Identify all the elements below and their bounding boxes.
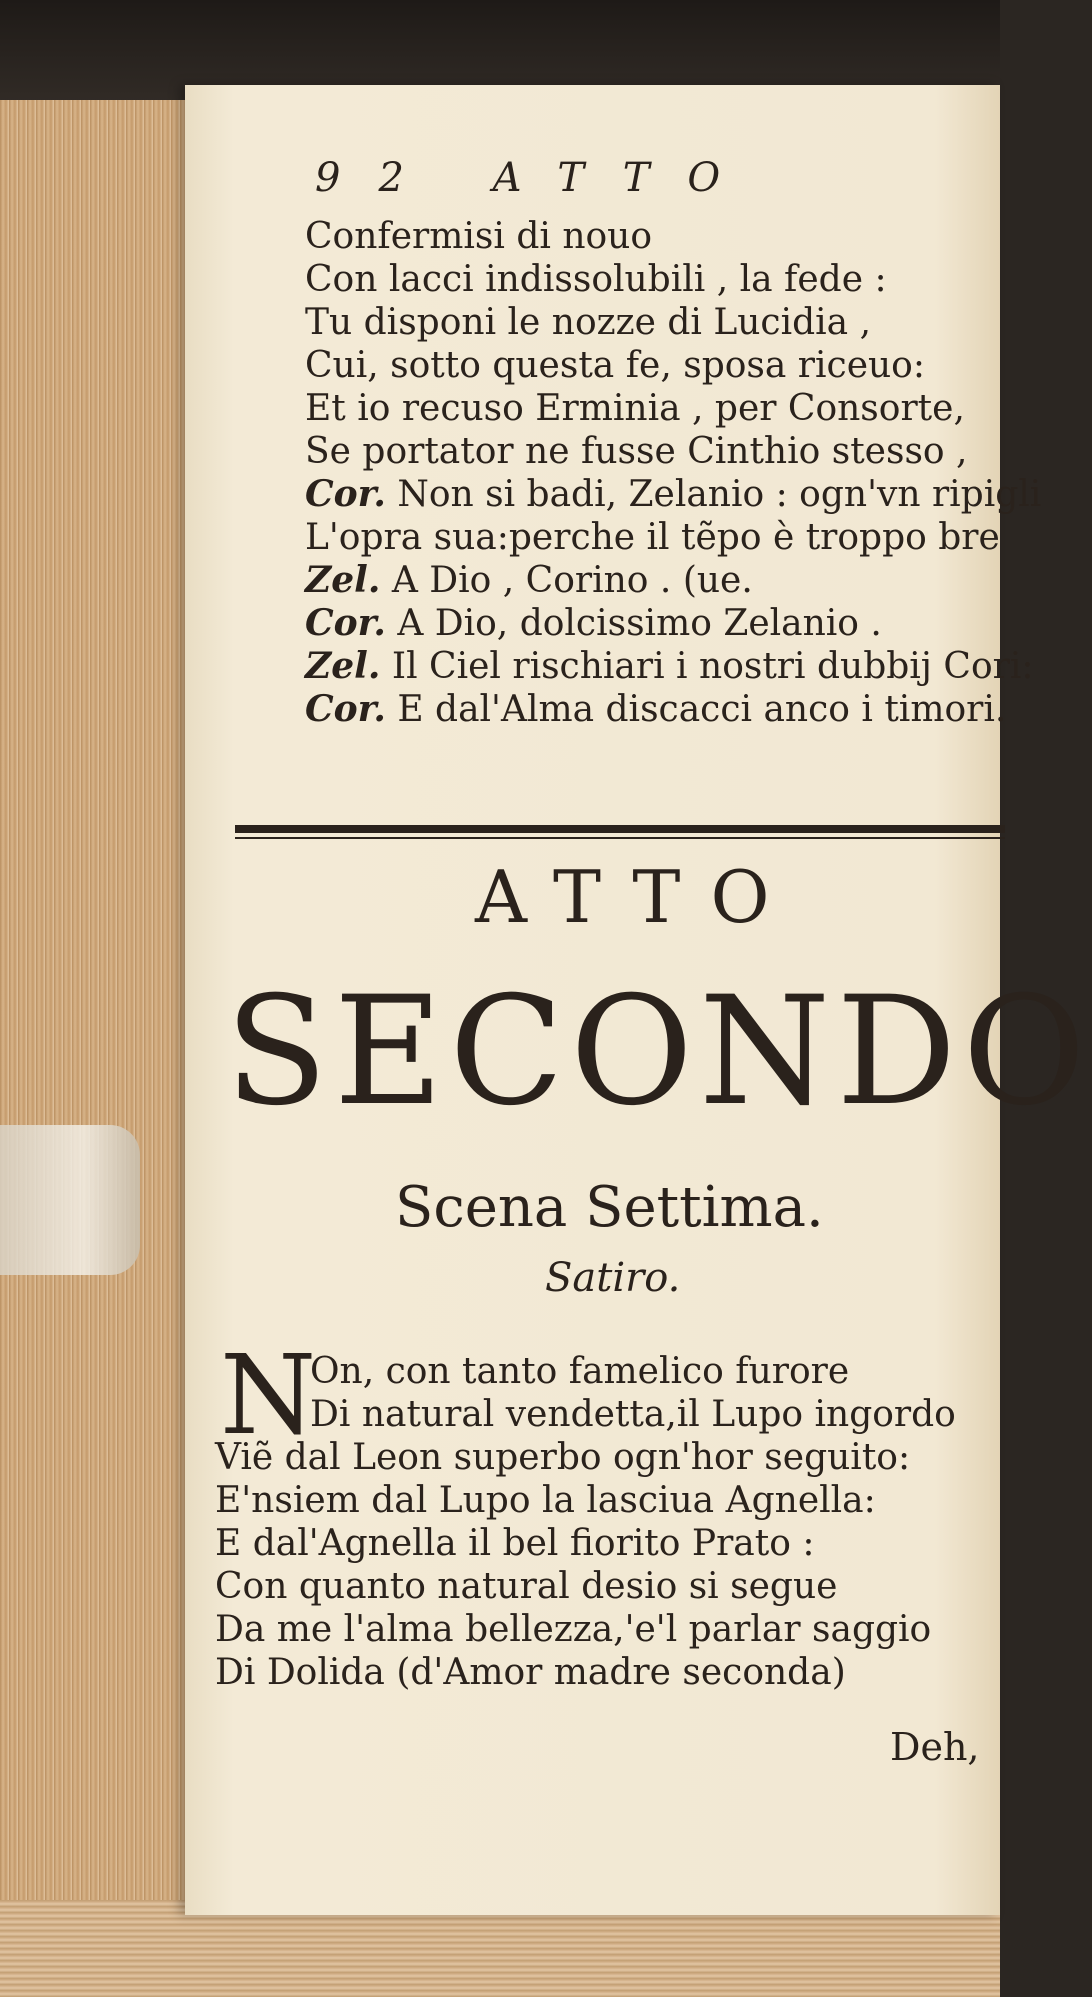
section-rule (235, 825, 1005, 833)
verse-line: Se portator ne fusse Cinthio stesso , (305, 431, 968, 472)
section-rule-thin (235, 837, 1005, 839)
verse-line: Confermisi di nouo (305, 216, 653, 257)
verse-line: Da me l'alma bellezza,'e'l parlar saggio (215, 1609, 932, 1650)
page-clip (0, 1125, 140, 1275)
drop-cap: N (220, 1331, 317, 1459)
verse-line: Di Dolida (d'Amor madre seconda) (215, 1652, 846, 1693)
verse-line: Tu disponi le nozze di Lucidia , (305, 302, 872, 343)
verse-line: Con quanto natural desio si segue (215, 1566, 838, 1607)
verse-line: Viẽ dal Leon superbo ogn'hor seguito: (215, 1437, 911, 1478)
verse-line: Con lacci indissolubili , la fede : (305, 259, 887, 300)
verse-line: Cor. E dal'Alma discacci anco i timori. (305, 688, 1007, 730)
verse-line: L'opra sua:perche il tẽpo è troppo bre (305, 517, 1000, 558)
verse-line: E dal'Agnella il bel fiorito Prato : (215, 1523, 815, 1564)
book-page (185, 85, 1092, 1915)
character-name: Satiro. (545, 1255, 681, 1301)
verse-line: Et io recuso Erminia , per Consorte, (305, 388, 965, 429)
verse-line: Cui, sotto questa fe, sposa riceuo: (305, 345, 925, 386)
dialogue-block (305, 215, 1041, 731)
catchword: Deh, (890, 1725, 980, 1769)
act-title: ATTO (475, 855, 800, 939)
verse-line: Cor. A Dio, dolcissimo Zelanio . (305, 602, 882, 644)
page-edges-left (0, 100, 202, 1997)
verse-line: On, con tanto famelico furore (310, 1351, 850, 1392)
verse-line: Di natural vendetta,il Lupo ingordo (310, 1394, 956, 1435)
verse-line: Zel. A Dio , Corino . (ue. (305, 559, 753, 601)
running-header: 92 ATTO (315, 155, 759, 201)
verse-line: Cor. Non si badi, Zelanio : ogn'vn ripigli (305, 473, 1042, 515)
verse-line: Zel. Il Ciel rischiari i nostri dubbij Cori: (305, 645, 1034, 687)
act-number-title: SECONDO (225, 965, 1092, 1139)
monologue-block (215, 1350, 956, 1694)
verse-line: E'nsiem dal Lupo la lasciua Agnella: (215, 1480, 876, 1521)
scene-title: Scena Settima. (395, 1175, 824, 1240)
